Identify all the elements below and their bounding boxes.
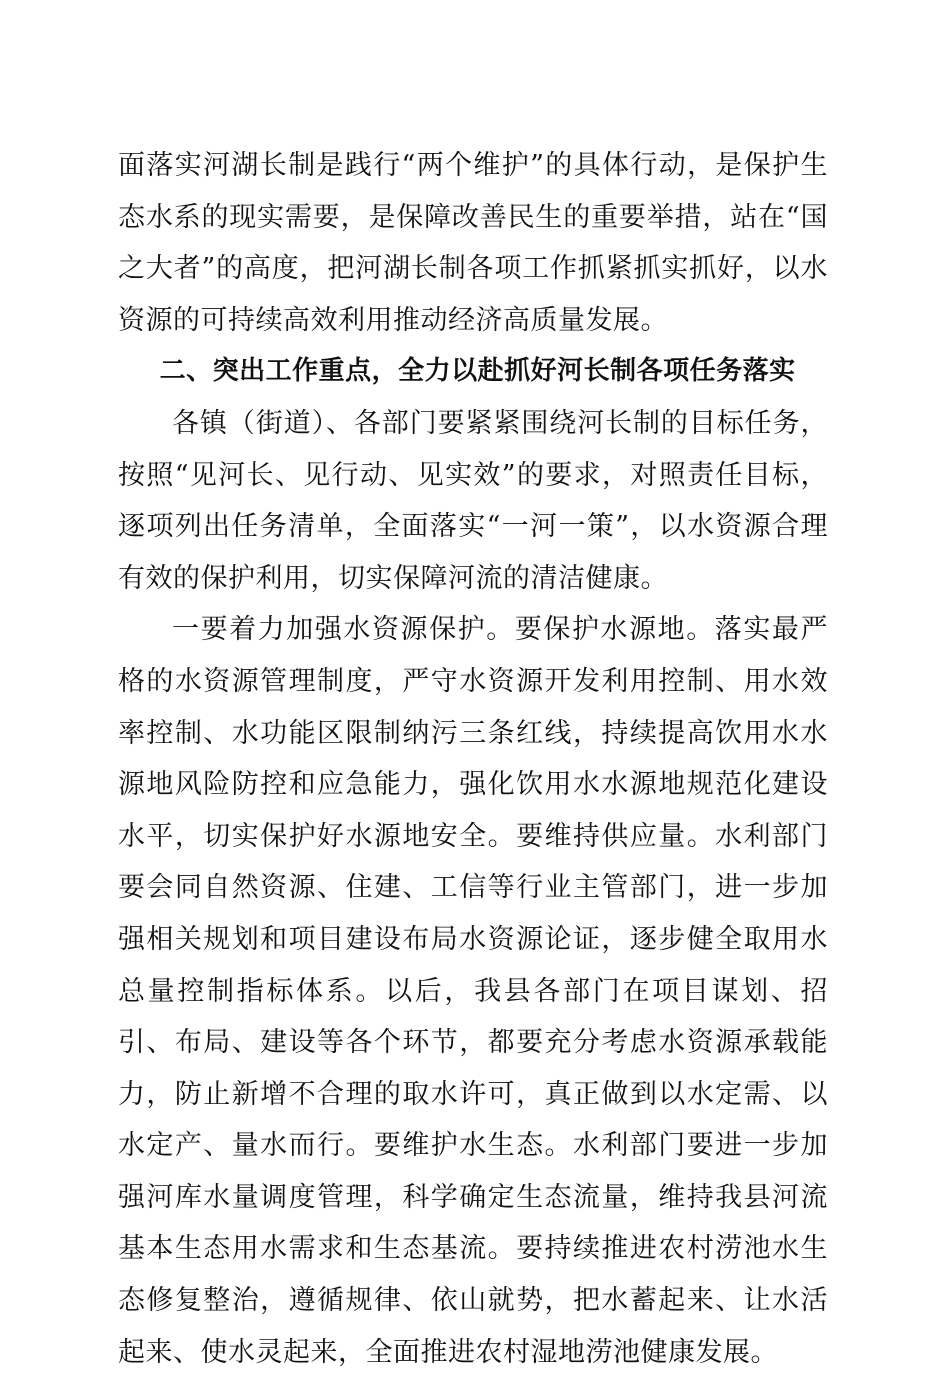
paragraph-continued: 面落实河湖长制是践行“两个维护”的具体行动，是保护生态水系的现实需要，是保障改善民生的重要举措，站在“国之大者”的高度，把河湖长制各项工作抓紧抓实抓好，以水资源的可持续高效利用推动经济高质量发展。 — [118, 150, 828, 336]
section-heading: 二、突出工作重点，全力以赴抓好河长制各项任务落实 — [159, 356, 796, 387]
paragraph: 各镇（街道）、各部门要紧紧围绕河长制的目标任务，按照“见河长、见行动、见实效”的要求，对照责任目标，逐项列出任务清单，全面落实“一河一策”，以水资源合理有效的保护利用，切实保障河流的清洁健康。 — [118, 407, 828, 594]
document-body — [118, 140, 828, 1378]
paragraph: 一要着力加强水资源保护。要保护水源地。落实最严格的水资源管理制度，严守水资源开发利用控制、用水效率控制、水功能区限制纳污三条红线，持续提高饮用水水源地风险防控和应急能力，强化饮用水水源地规范化建设水平，切实保护好水源地安全。要维持供应量。水利部门要会同自然资源、住建、工信等行业主管部门，进一步加强相关规划和项目建设布局水资源论证，逐步健全取用水总量控制指标体系。以后，我县各部门在项目谋划、招引、布局、建设等各个环节，都要充分考虑水资源承载能力，防止新增不合理的取水许可，真正做到以水定需、以水定产、量水而行。要维护水生态。水利部门要进一步加强河库水量调度管理，科学确定生态流量，维持我县河流基本生态用水需求和生态基流。要持续推进农村涝池水生态修复整治，遵循规律、依山就势，把水蓄起来、让水活起来、使水灵起来，全面推进农村湿地涝池健康发展。 — [118, 614, 828, 1368]
